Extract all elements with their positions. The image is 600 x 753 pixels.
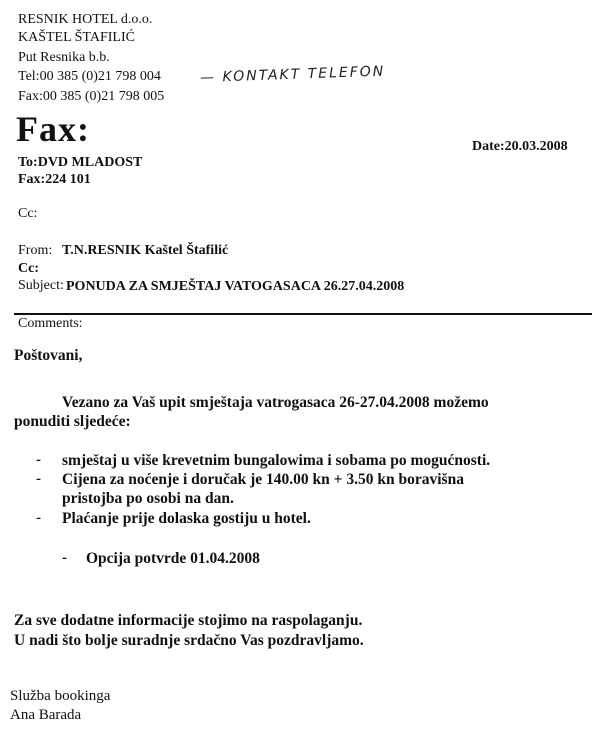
sender-tel: Tel:00 385 (0)21 798 004 [18,69,161,84]
closing-line-2: U nadi što bolje suradnje srdačno Vas pozdravljamo. [14,632,364,649]
sender-street: Put Resnika b.b. [18,50,110,65]
closing-line-1: Za sve dodatne informacije stojimo na raspolaganju. [14,612,363,629]
list-item: Cijena za noćenje i doručak je 140.00 kn + 3.50 kn boravišna [62,471,464,488]
sender-city: KAŠTEL ŠTAFILIĆ [18,30,135,45]
from-value: T.N.RESNIK Kaštel Štafilić [62,243,229,258]
recipient-to: To:DVD MLADOST [18,155,143,170]
list-item-continuation: pristojba po osobi na dan. [62,490,234,507]
list-item: smještaj u više krevetnim bungalowima i sobama po mogućnosti. [62,452,491,469]
sender-fax: Fax:00 385 (0)21 798 005 [18,89,165,104]
list-bullet: - [36,510,41,526]
list-bullet: - [36,471,41,487]
comments-label: Comments: [18,316,83,331]
signature-department: Služba bookinga [10,688,111,704]
sender-company: RESNIK HOTEL d.o.o. [18,12,153,27]
cc-line-2: Cc: [18,261,39,276]
list-bullet: - [36,452,41,468]
cc-line-1: Cc: [18,206,38,221]
recipient-fax: Fax:224 101 [18,172,91,187]
list-item: Plaćanje prije dolaska gostiju u hotel. [62,510,311,527]
intro-line-2: ponuditi sljedeće: [14,413,131,430]
signature-name: Ana Barada [10,707,82,723]
option-note: Opcija potvrde 01.04.2008 [86,550,260,567]
greeting: Poštovani, [14,347,83,364]
subject-value: PONUDA ZA SMJEŠTAJ VATOGASACA 26.27.04.2008 [66,279,405,294]
comments-divider [14,313,592,315]
list-bullet: - [62,550,67,566]
from-label: From: [18,243,53,258]
fax-title: Fax: [16,109,90,149]
intro-line-1: Vezano za Vaš upit smještaja vatrogasaca 26-27.04.2008 možemo [62,394,489,411]
fax-date: Date:20.03.2008 [472,139,568,154]
handwritten-tel-note: — KONTAKT TELEFON [199,63,386,86]
subject-label: Subject: [18,278,64,293]
